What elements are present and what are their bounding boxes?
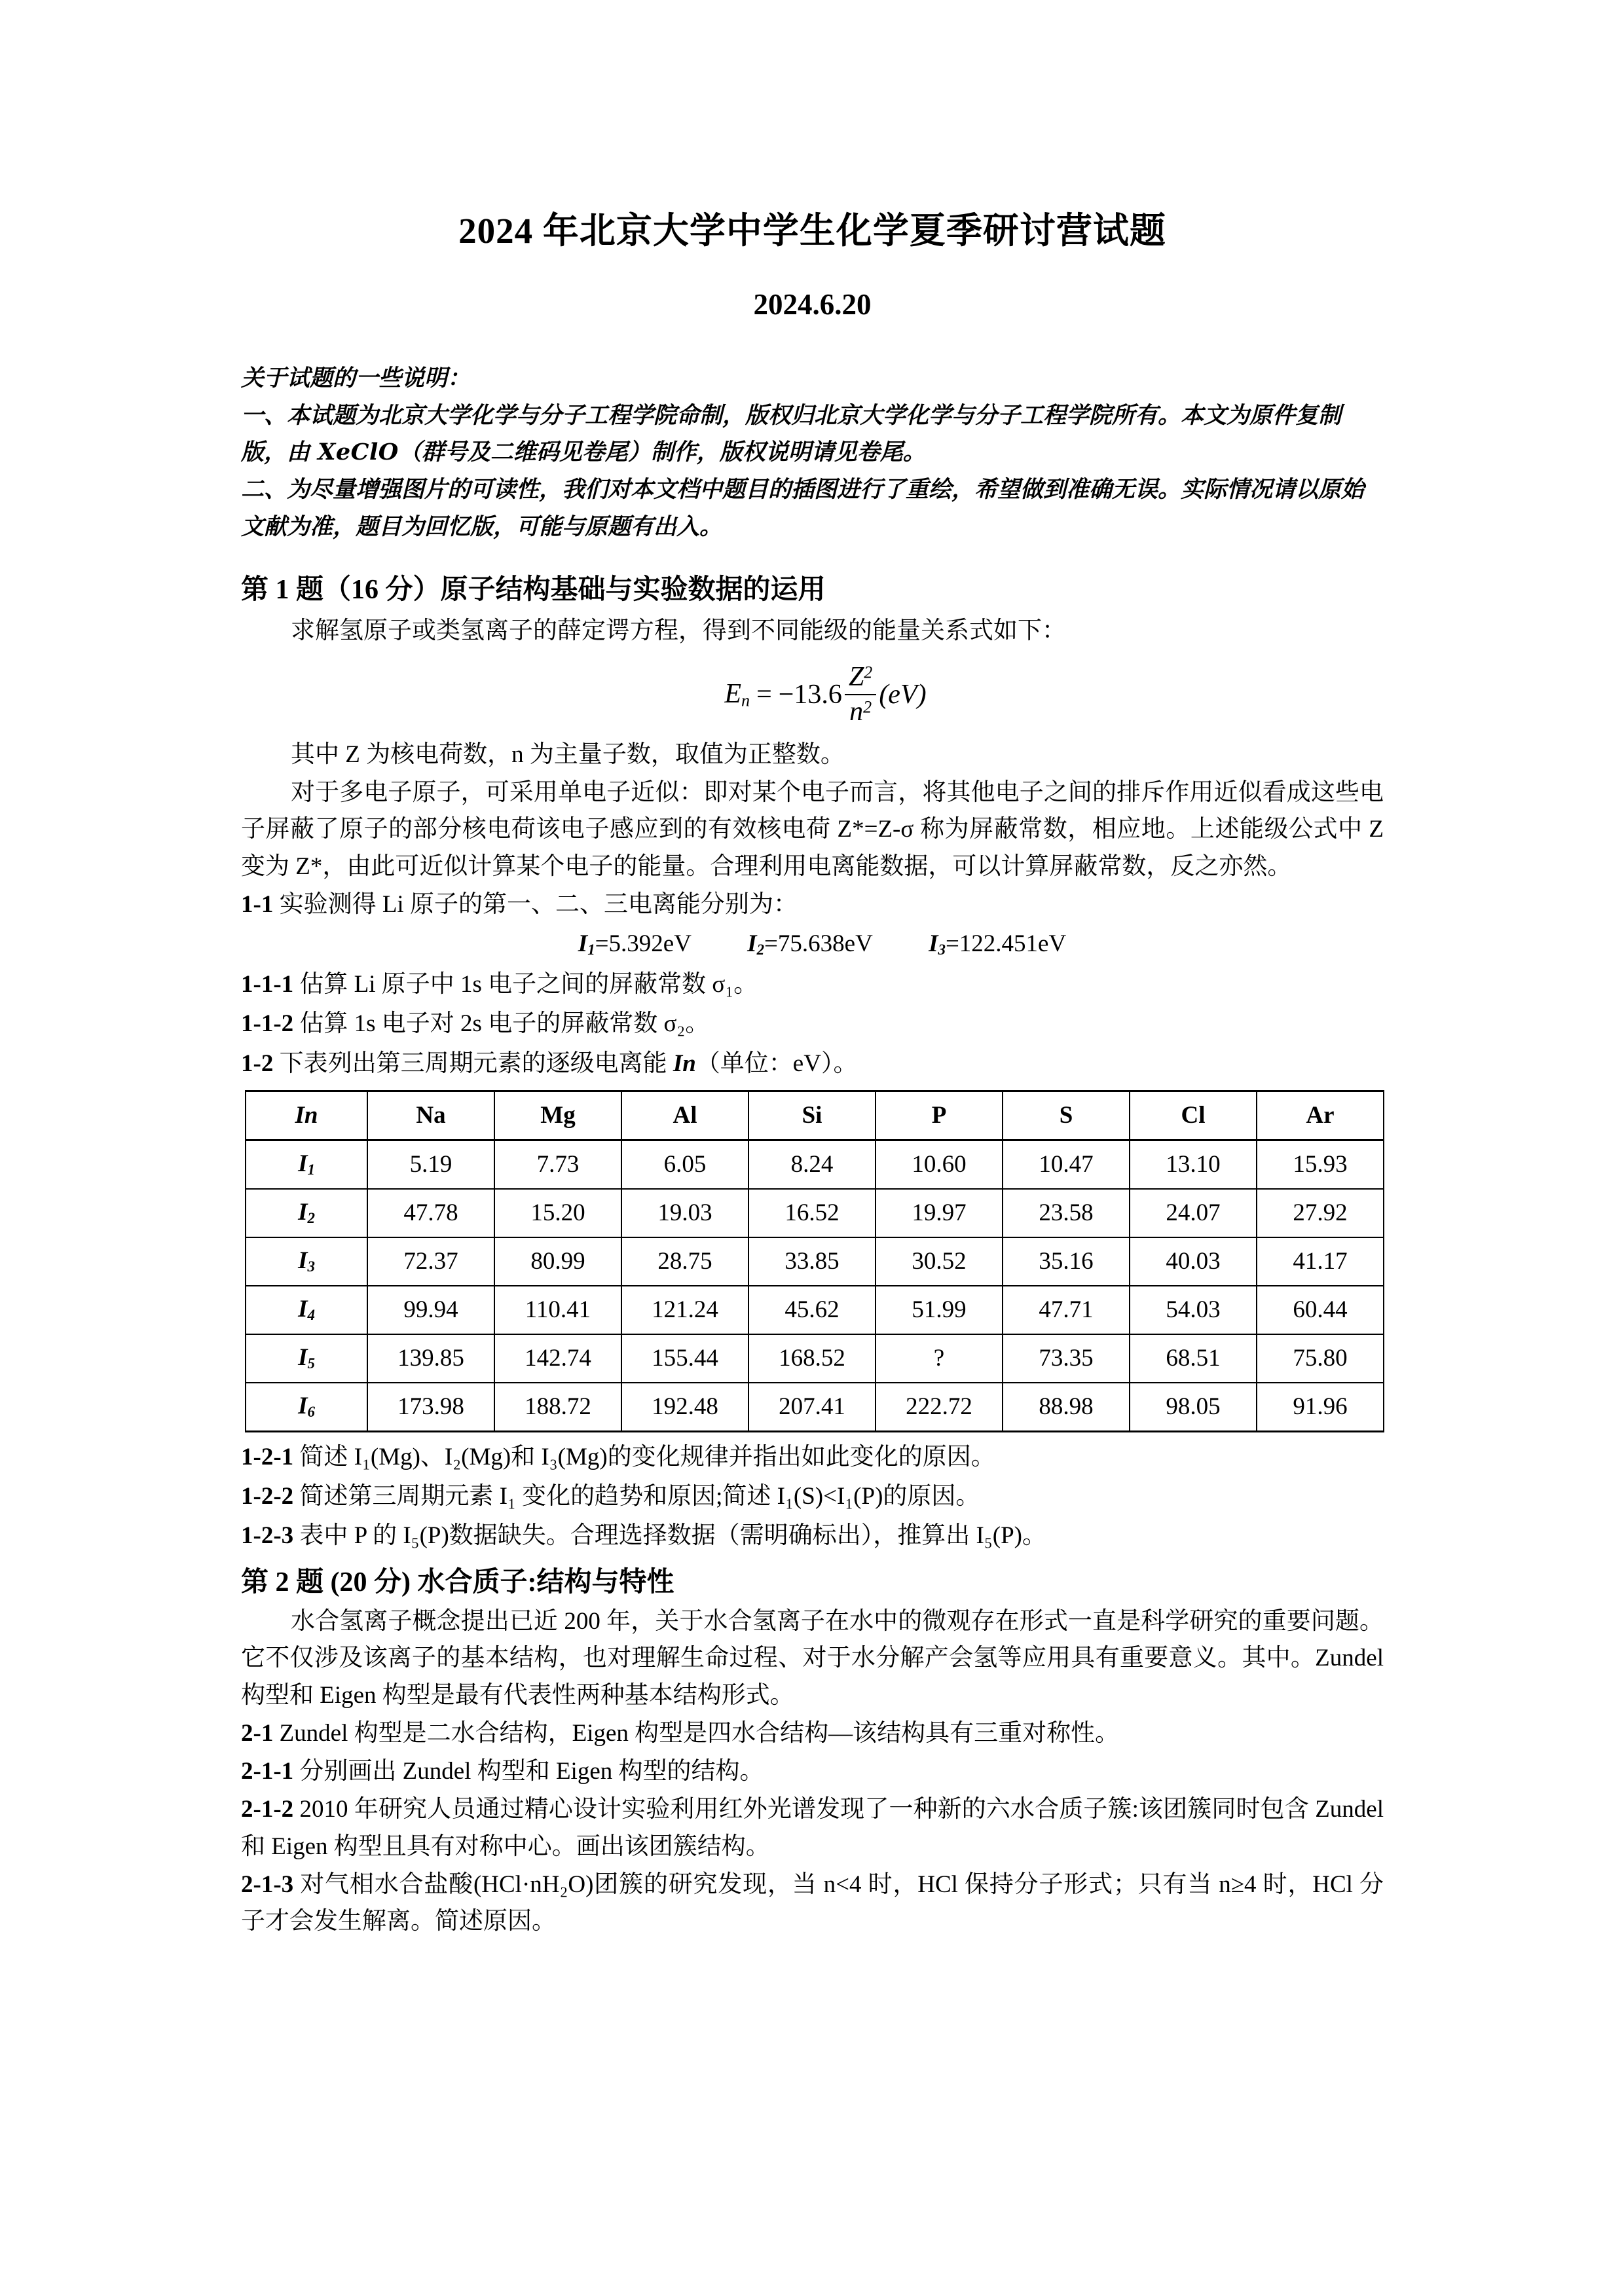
q1-1-2 (241, 1006, 1384, 1042)
q2-1 (241, 1715, 1384, 1752)
table-cell: 45.62 (748, 1286, 876, 1334)
table-cell: 15.93 (1257, 1140, 1384, 1189)
table-cell: 207.41 (748, 1383, 876, 1432)
formula-lhs: $E_n$ (724, 678, 750, 710)
q1-2-2-label: 1-2-2 (241, 1483, 294, 1510)
table-cell: 47.78 (367, 1189, 494, 1237)
table-cell: 222.72 (876, 1383, 1003, 1432)
notes-item-2: 二、为尽量增强图片的可读性，我们对本文档中题目的插图进行了重绘，希望做到准确无误。实际情况请以原始文献为准，题目为回忆版，可能与原题有出入。 (241, 476, 1365, 540)
table-row-label: $I_4$ (246, 1286, 367, 1334)
table-cell: 5.19 (367, 1140, 494, 1189)
table-cell: 173.98 (367, 1383, 494, 1432)
table-cell: 10.60 (876, 1140, 1003, 1189)
formula-equals: = (756, 679, 772, 710)
q2-1-label: 2-1 (241, 1719, 274, 1747)
q1-1-1-label: 1-1-1 (241, 971, 294, 998)
formula-unit: (eV) (879, 679, 927, 710)
formula-fraction (845, 661, 876, 727)
table-cell: 75.80 (1257, 1334, 1384, 1383)
table-row (246, 1383, 1384, 1432)
q1-intro: 求解氢原子或类氢离子的薛定谔方程，得到不同能级的能量关系式如下： (291, 617, 1066, 645)
q2-1-2-label: 2-1-2 (241, 1796, 294, 1823)
q1-2-3-label: 1-2-3 (241, 1522, 294, 1550)
table-col-s: S (1003, 1091, 1130, 1140)
q1-para-multielectron: 对于多电子原子，可采用单电子近似：即对某个电子而言，将其他电子之间的排斥作用近似看成这些电子屏蔽了原子的部分核电荷该电子感应到的有效核电荷 Z*=Z-σ 称为屏蔽常数，相应地。上述能级公式中 Z 变为 Z*，由此可近似计算某个电子的能量。合理利用电离能数据，可以计算屏蔽常数，反之亦然。 (241, 779, 1384, 880)
table-cell: 54.03 (1130, 1286, 1257, 1334)
q1-para-z: 其中 Z 为核电荷数，n 为主量子数，取值为正整数。 (291, 740, 845, 768)
table-row (246, 1286, 1384, 1334)
energy-formula (241, 661, 1384, 727)
table-col-p: P (876, 1091, 1003, 1140)
table-cell: 47.71 (1003, 1286, 1130, 1334)
page-title: 2024 年北京大学中学生化学夏季研讨营试题 (458, 211, 1166, 251)
table-cell: 88.98 (1003, 1383, 1130, 1432)
table-cell: 8.24 (748, 1140, 876, 1189)
table-cell: 51.99 (876, 1286, 1003, 1334)
q1-2-1-label: 1-2-1 (241, 1443, 294, 1470)
table-corner-label: In (246, 1091, 367, 1140)
table-cell: 41.17 (1257, 1237, 1384, 1286)
table-cell: 188.72 (494, 1383, 621, 1432)
table-col-mg: Mg (494, 1091, 621, 1140)
table-cell: 35.16 (1003, 1237, 1130, 1286)
formula-numerator: $Z^2$ (845, 661, 876, 695)
table-cell: 15.20 (494, 1189, 621, 1237)
table-row (246, 1334, 1384, 1383)
formula-expression (724, 661, 926, 727)
ionization-energy-1: $I_1=5.392eV$ (578, 930, 692, 958)
q1-1-1 (241, 966, 1384, 1003)
q1-2-3-text: 表中 P 的 I₅(P)数据缺失。合理选择数据（需明确标出），推算出 I₅(P)。 (299, 1522, 1046, 1550)
notes-item-1-post: （群号及二维码见卷尾）制作，版权说明请见卷尾。 (398, 439, 926, 466)
table-cell: 19.03 (621, 1189, 748, 1237)
q2-1-1-text: 分别画出 Zundel 构型和 Eigen 构型的结构。 (299, 1758, 764, 1785)
table-body (246, 1140, 1384, 1431)
question-2-heading: 第 2 题 (20 分) 水合质子:结构与特性 (241, 1567, 674, 1597)
q1-2-text-post: （单位：eV）。 (695, 1049, 858, 1077)
q1-2-label: 1-2 (241, 1049, 274, 1077)
q1-1-2-label: 1-1-2 (241, 1010, 294, 1038)
q2-1-3-text: 对气相水合盐酸(HCl·nH₂O)团簇的研究发现，当 n<4 时，HCl 保持分子形式；只有当 n≥4 时，HCl 分子才会发生解离。简述原因。 (241, 1870, 1384, 1935)
table-cell: 91.96 (1257, 1383, 1384, 1432)
table-cell: 16.52 (748, 1189, 876, 1237)
table-cell: 27.92 (1257, 1189, 1384, 1237)
table-col-al: Al (621, 1091, 748, 1140)
question-1-heading: 第 1 题（16 分）原子结构基础与实验数据的运用 (241, 575, 826, 606)
table-row-label: $I_2$ (246, 1189, 367, 1237)
q1-2-2 (241, 1478, 1384, 1515)
q1-1-1-text: 估算 Li 原子中 1s 电子之间的屏蔽常数 σ₁。 (299, 971, 758, 998)
table-row-label: $I_5$ (246, 1334, 367, 1383)
q1-2-2-text: 简述第三周期元素 I₁ 变化的趋势和原因;简述 I₁(S)<I₁(P)的原因。 (299, 1483, 980, 1510)
table-row-label: $I_1$ (246, 1140, 367, 1189)
q1-2-symbol: In (673, 1049, 696, 1077)
table-cell: 60.44 (1257, 1286, 1384, 1334)
table-cell: 121.24 (621, 1286, 748, 1334)
q1-2-1-text: 简述 I₁(Mg)、I₂(Mg)和 I₃(Mg)的变化规律并指出如此变化的原因。 (299, 1443, 995, 1470)
formula-coefficient: −13.6 (778, 679, 842, 710)
table-cell: 99.94 (367, 1286, 494, 1334)
q2-1-2 (241, 1791, 1384, 1865)
page-content (241, 0, 1384, 1941)
ionization-energy-2: $I_2=75.638eV$ (747, 930, 873, 958)
table-cell: 24.07 (1130, 1189, 1257, 1237)
table-cell: 142.74 (494, 1334, 621, 1383)
table-cell: 40.03 (1130, 1237, 1257, 1286)
q1-1-2-text: 估算 1s 电子对 2s 电子的屏蔽常数 σ₂。 (299, 1010, 710, 1038)
ionization-energy-3: $I_3=122.451eV$ (929, 930, 1067, 958)
table-row (246, 1140, 1384, 1189)
table-cell: 33.85 (748, 1237, 876, 1286)
table-cell-missing: ? (876, 1334, 1003, 1383)
table-row (246, 1189, 1384, 1237)
table-row-label: $I_3$ (246, 1237, 367, 1286)
table-cell: 7.73 (494, 1140, 621, 1189)
table-cell: 28.75 (621, 1237, 748, 1286)
q2-1-3 (241, 1867, 1384, 1940)
table-cell: 6.05 (621, 1140, 748, 1189)
table-col-cl: Cl (1130, 1091, 1257, 1140)
q1-1 (241, 886, 1384, 923)
ionization-energies (241, 930, 1384, 958)
q2-1-2-text: 2010 年研究人员通过精心设计实验利用红外光谱发现了一种新的六水合质子簇:该团簇同时包含 Zundel 和 Eigen 构型且具有对称中心。画出该团簇结构。 (241, 1796, 1384, 1860)
ionization-energy-table (245, 1090, 1384, 1432)
q1-2-3 (241, 1518, 1384, 1554)
table-cell: 68.51 (1130, 1334, 1257, 1383)
producer-signature: XeClO (318, 439, 399, 466)
q2-1-3-label: 2-1-3 (241, 1870, 294, 1898)
table-cell: 168.52 (748, 1334, 876, 1383)
table-cell: 10.47 (1003, 1140, 1130, 1189)
table-cell: 192.48 (621, 1383, 748, 1432)
table-cell: 110.41 (494, 1286, 621, 1334)
table-cell: 72.37 (367, 1237, 494, 1286)
table-col-na: Na (367, 1091, 494, 1140)
notes-item-1-pre: 一、本试题为北京大学化学与分子工程学院命制，版权归北京大学化学与分子工程学院所有。本文为原件复制版，由 (241, 401, 1342, 466)
table-col-si: Si (748, 1091, 876, 1140)
table-cell: 13.10 (1130, 1140, 1257, 1189)
notes-item-1 (241, 397, 1384, 471)
q2-intro: 水合氢离子概念提出已近 200 年，关于水合氢离子在水中的微观存在形式一直是科学研究的重要问题。它不仅涉及该离子的基本结构，也对理解生命过程、对于水分解产会氢等应用具有重要意义。其中。Zundel 构型和 Eigen 构型是最有代表性两种基本结构形式。 (241, 1608, 1384, 1709)
q1-1-text: 实验测得 Li 原子的第一、二、三电离能分别为： (279, 890, 798, 918)
table-col-ar: Ar (1257, 1091, 1384, 1140)
formula-denominator: $n^2$ (849, 696, 872, 727)
q1-1-label: 1-1 (241, 890, 274, 918)
q1-2 (241, 1046, 1384, 1082)
table-cell: 23.58 (1003, 1189, 1130, 1237)
table-cell: 19.97 (876, 1189, 1003, 1237)
q2-1-1 (241, 1753, 1384, 1790)
q1-2-1 (241, 1439, 1384, 1476)
table-cell: 73.35 (1003, 1334, 1130, 1383)
table-cell: 80.99 (494, 1237, 621, 1286)
table-cell: 30.52 (876, 1237, 1003, 1286)
table-header-row (246, 1091, 1384, 1140)
q2-1-text: Zundel 构型是二水合结构，Eigen 构型是四水合结构—该结构具有三重对称性。 (279, 1719, 1120, 1747)
exam-date: 2024.6.20 (753, 288, 872, 321)
table-cell: 98.05 (1130, 1383, 1257, 1432)
q1-2-text-pre: 下表列出第三周期元素的逐级电离能 (279, 1049, 673, 1077)
notes-heading: 关于试题的一些说明： (241, 365, 471, 392)
exam-notes (241, 360, 1384, 545)
table-cell: 139.85 (367, 1334, 494, 1383)
q2-1-1-label: 2-1-1 (241, 1758, 294, 1785)
table-row (246, 1237, 1384, 1286)
table-cell: 155.44 (621, 1334, 748, 1383)
table-row-label: $I_6$ (246, 1383, 367, 1432)
